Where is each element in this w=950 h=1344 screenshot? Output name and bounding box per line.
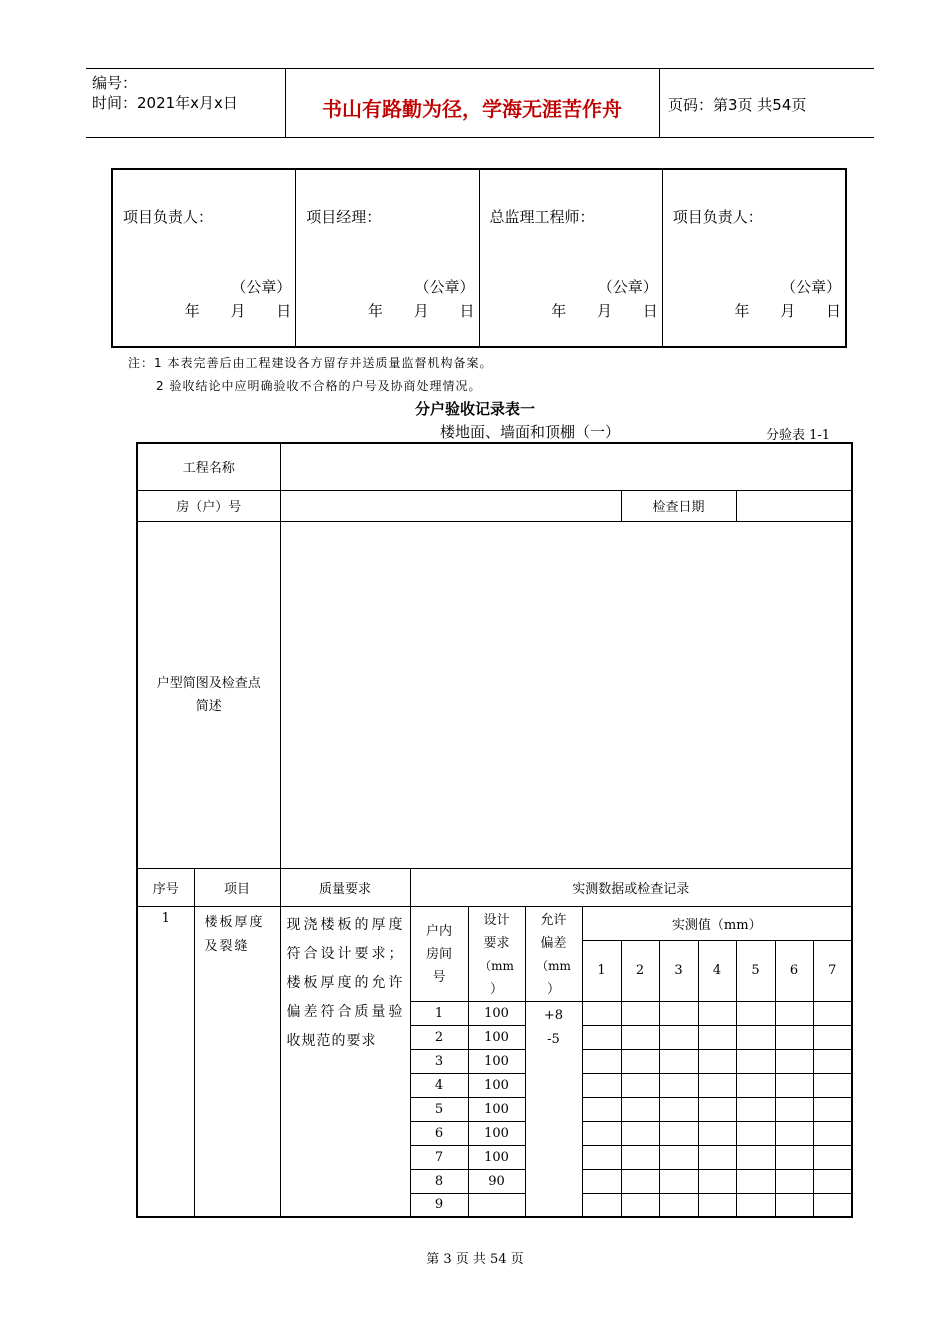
measure-cell[interactable] xyxy=(698,1121,736,1145)
measure-cell[interactable] xyxy=(775,1073,813,1097)
measure-cell[interactable] xyxy=(775,1193,813,1217)
project-name-label: 工程名称 xyxy=(137,443,280,490)
design-value xyxy=(468,1193,525,1217)
signature-cell xyxy=(480,170,663,346)
measure-cell[interactable] xyxy=(659,1049,698,1073)
point-col-header: 4 xyxy=(698,941,736,1001)
sub-dev-line: 偏差 xyxy=(540,935,567,951)
measure-cell[interactable] xyxy=(813,1025,852,1049)
col-measured-header: 实测数据或检查记录 xyxy=(410,868,852,906)
inspection-form xyxy=(136,442,853,1218)
seal-label: （公章） xyxy=(597,278,658,296)
project-name-field[interactable] xyxy=(280,443,852,490)
sub-design-line: 要求 xyxy=(483,935,510,951)
measure-cell[interactable] xyxy=(698,1169,736,1193)
design-value: 100 xyxy=(468,1001,525,1025)
sketch-field[interactable] xyxy=(280,521,852,868)
form-subtitle: 楼地面、墙面和顶棚（一） xyxy=(439,423,620,441)
measure-cell[interactable] xyxy=(659,1073,698,1097)
sub-dev-line: 允许 xyxy=(540,912,567,928)
sub-design-header xyxy=(468,906,525,1001)
measure-cell[interactable] xyxy=(775,1169,813,1193)
check-date-label: 检查日期 xyxy=(621,490,736,521)
date-label: 年 月 日 xyxy=(734,302,841,320)
measure-cell[interactable] xyxy=(621,1121,659,1145)
room-no: 4 xyxy=(410,1073,468,1097)
page-footer: 第 3 页 共 54 页 xyxy=(426,1252,524,1267)
measure-cell[interactable] xyxy=(582,1121,621,1145)
measure-cell[interactable] xyxy=(621,1001,659,1025)
page-header xyxy=(86,68,874,138)
form-title: 分户验收记录表一 xyxy=(414,400,535,418)
measure-cell[interactable] xyxy=(813,1073,852,1097)
measure-cell[interactable] xyxy=(698,1025,736,1049)
point-col-header: 2 xyxy=(621,941,659,1001)
signature-cell xyxy=(296,170,479,346)
measure-cell[interactable] xyxy=(775,1025,813,1049)
point-col-header: 1 xyxy=(582,941,621,1001)
header-meta xyxy=(92,73,238,113)
measure-cell[interactable] xyxy=(621,1097,659,1121)
room-no: 1 xyxy=(410,1001,468,1025)
motto: 书山有路勤为径，学海无涯苦作舟 xyxy=(322,97,622,121)
measure-cell[interactable] xyxy=(775,1145,813,1169)
sketch-label xyxy=(137,521,280,868)
measure-cell[interactable] xyxy=(621,1073,659,1097)
code-label: 编号： xyxy=(92,74,138,92)
sub-room-line: 房间 xyxy=(425,947,452,962)
design-value: 100 xyxy=(468,1145,525,1169)
row-item: 楼板厚度及裂缝 xyxy=(194,906,280,1217)
measure-cell[interactable] xyxy=(582,1049,621,1073)
sub-room-line: 户内 xyxy=(425,924,452,939)
measure-cell[interactable] xyxy=(659,1169,698,1193)
measure-cell[interactable] xyxy=(582,1025,621,1049)
seal-label: （公章） xyxy=(414,278,475,296)
measure-cell[interactable] xyxy=(621,1193,659,1217)
signature-title: 总监理工程师： xyxy=(489,208,595,226)
sub-deviation-header xyxy=(525,906,582,1001)
measure-cell[interactable] xyxy=(621,1025,659,1049)
room-no: 6 xyxy=(410,1121,468,1145)
measure-cell[interactable] xyxy=(775,1049,813,1073)
measure-cell[interactable] xyxy=(582,1193,621,1217)
measure-cell[interactable] xyxy=(698,1001,736,1025)
sub-design-line: ） xyxy=(489,981,503,997)
measure-cell[interactable] xyxy=(775,1121,813,1145)
measure-cell[interactable] xyxy=(582,1073,621,1097)
signature-cell xyxy=(113,170,296,346)
measure-cell[interactable] xyxy=(582,1001,621,1025)
sub-room-line: 号 xyxy=(432,970,446,985)
measure-cell[interactable] xyxy=(621,1049,659,1073)
room-no: 5 xyxy=(410,1097,468,1121)
design-value: 100 xyxy=(468,1073,525,1097)
sub-room-header xyxy=(410,906,468,1001)
measure-cell[interactable] xyxy=(813,1097,852,1121)
measure-cell[interactable] xyxy=(736,1121,775,1145)
measure-cell[interactable] xyxy=(775,1097,813,1121)
point-col-header: 3 xyxy=(659,941,698,1001)
point-col-header: 6 xyxy=(775,941,813,1001)
measure-cell[interactable] xyxy=(582,1097,621,1121)
measure-cell[interactable] xyxy=(736,1025,775,1049)
room-no: 3 xyxy=(410,1049,468,1073)
room-no: 9 xyxy=(410,1193,468,1217)
room-no: 2 xyxy=(410,1025,468,1049)
measure-cell[interactable] xyxy=(698,1073,736,1097)
room-no-label: 房（户）号 xyxy=(137,490,280,521)
measure-cell[interactable] xyxy=(736,1145,775,1169)
measure-cell[interactable] xyxy=(813,1145,852,1169)
col-item-header: 项目 xyxy=(194,868,280,906)
measure-cell[interactable] xyxy=(736,1049,775,1073)
check-date-field[interactable] xyxy=(736,490,852,521)
deviation-cell xyxy=(525,1001,582,1217)
design-value: 100 xyxy=(468,1049,525,1073)
measure-cell[interactable] xyxy=(698,1049,736,1073)
measure-cell[interactable] xyxy=(698,1145,736,1169)
measure-cell[interactable] xyxy=(698,1193,736,1217)
form-number: 分验表 1-1 xyxy=(766,428,831,443)
measure-cell[interactable] xyxy=(621,1169,659,1193)
signature-cell xyxy=(663,170,845,346)
date-label: 年 月 日 xyxy=(367,302,475,320)
measure-cell[interactable] xyxy=(813,1049,852,1073)
room-no: 8 xyxy=(410,1169,468,1193)
sub-dev-line: ） xyxy=(546,981,560,997)
room-no-field[interactable] xyxy=(280,490,621,521)
measure-cell[interactable] xyxy=(582,1169,621,1193)
signature-title: 项目经理： xyxy=(306,208,382,226)
seal-label: （公章） xyxy=(780,278,841,296)
signature-table xyxy=(111,168,847,348)
measure-cell[interactable] xyxy=(659,1121,698,1145)
row-seq: 1 xyxy=(137,906,194,1217)
measure-cell[interactable] xyxy=(659,1193,698,1217)
seal-label: （公章） xyxy=(231,278,292,296)
measure-cell[interactable] xyxy=(659,1145,698,1169)
deviation-minus: -5 xyxy=(547,1031,560,1047)
measure-cell[interactable] xyxy=(813,1193,852,1217)
sketch-label-line: 简述 xyxy=(195,698,222,714)
point-col-header: 5 xyxy=(736,941,775,1001)
design-value: 100 xyxy=(468,1121,525,1145)
measure-cell[interactable] xyxy=(736,1097,775,1121)
date-label: 年 月 日 xyxy=(551,302,658,320)
signature-title: 项目负责人： xyxy=(123,208,214,226)
measure-cell[interactable] xyxy=(813,1121,852,1145)
design-value: 100 xyxy=(468,1025,525,1049)
measure-cell[interactable] xyxy=(582,1145,621,1169)
signature-title: 项目负责人： xyxy=(672,208,763,226)
col-seq-header: 序号 xyxy=(137,868,194,906)
sub-actual-header: 实测值（mm） xyxy=(582,906,852,941)
design-value: 100 xyxy=(468,1097,525,1121)
measure-cell[interactable] xyxy=(736,1193,775,1217)
row-quality: 现浇楼板的厚度符合设计要求；楼板厚度的允许偏差符合质量验收规范的要求 xyxy=(280,906,410,1217)
measure-cell[interactable] xyxy=(659,1097,698,1121)
measure-cell[interactable] xyxy=(698,1097,736,1121)
sub-design-line: 设计 xyxy=(483,912,510,928)
design-value: 90 xyxy=(468,1169,525,1193)
measure-cell[interactable] xyxy=(621,1145,659,1169)
point-col-header: 7 xyxy=(813,941,852,1001)
measure-cell[interactable] xyxy=(736,1001,775,1025)
measure-cell[interactable] xyxy=(775,1001,813,1025)
measure-cell[interactable] xyxy=(736,1169,775,1193)
sketch-label-line: 户型简图及检查点 xyxy=(156,675,261,691)
sub-design-line: （mm xyxy=(479,958,514,973)
page-number: 页码：第3页 共54页 xyxy=(668,96,807,114)
sub-dev-line: （mm xyxy=(536,958,571,973)
deviation-plus: +8 xyxy=(543,1007,564,1023)
col-quality-header: 质量要求 xyxy=(280,868,410,906)
measure-cell[interactable] xyxy=(736,1073,775,1097)
measure-cell[interactable] xyxy=(659,1001,698,1025)
note-2: 2 验收结论中应明确验收不合格的户号及协商处理情况。 xyxy=(156,379,482,393)
note-1: 注：1 本表完善后由工程建设各方留存并送质量监督机构备案。 xyxy=(128,356,493,370)
date-label: 年 月 日 xyxy=(184,302,292,320)
measure-cell[interactable] xyxy=(659,1025,698,1049)
room-no: 7 xyxy=(410,1145,468,1169)
measure-cell[interactable] xyxy=(813,1001,852,1025)
measure-cell[interactable] xyxy=(813,1169,852,1193)
time-label: 时间：2021年x月x日 xyxy=(92,94,238,112)
